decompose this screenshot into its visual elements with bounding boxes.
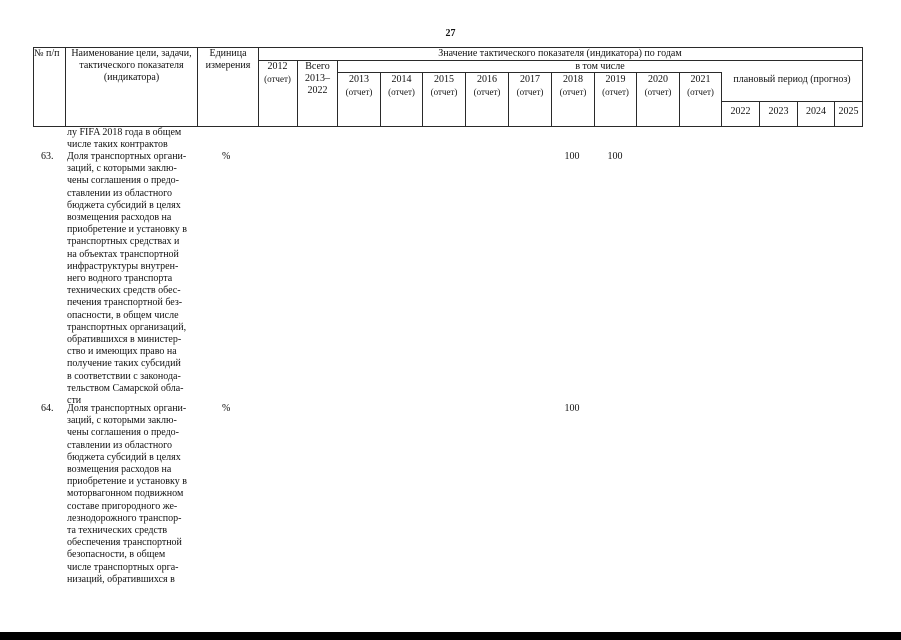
row-63-value-2018: 100 bbox=[564, 151, 580, 162]
year-2021: 2021 bbox=[690, 74, 711, 85]
year-2013-report: (отчет) bbox=[345, 87, 373, 97]
col-unit-header-line1: Единица bbox=[209, 48, 247, 59]
row-64-value-2018: 100 bbox=[564, 403, 580, 414]
year-2016: 2016 bbox=[477, 74, 497, 85]
year-2015: 2015 bbox=[434, 74, 454, 85]
year-2017: 2017 bbox=[520, 74, 540, 85]
year-2012-report: (отчет) bbox=[264, 74, 291, 84]
total-line2: 2013– bbox=[305, 73, 330, 84]
year-2020: 2020 bbox=[648, 74, 668, 85]
year-2013: 2013 bbox=[349, 74, 369, 85]
row-64-number: 64. bbox=[41, 403, 54, 414]
forecast-year-2023: 2023 bbox=[768, 106, 789, 117]
col-unit-header-line2: измерения bbox=[205, 60, 251, 71]
row-63-number: 63. bbox=[41, 151, 54, 162]
year-2019: 2019 bbox=[605, 74, 626, 85]
row-64-unit: % bbox=[222, 403, 231, 414]
forecast-year-2025: 2025 bbox=[838, 106, 859, 117]
col-num-header: № п/п bbox=[34, 48, 60, 59]
col-name-header-line1: Наименование цели, задачи, bbox=[71, 48, 192, 59]
row-continuation-text: лу FIFA 2018 года в общем числе таких контрактов bbox=[67, 127, 182, 151]
year-2016-report: (отчет) bbox=[473, 87, 501, 97]
total-line3: 2022 bbox=[307, 85, 328, 96]
year-2014: 2014 bbox=[391, 74, 412, 85]
year-2014-report: (отчет) bbox=[388, 87, 415, 97]
year-2017-report: (отчет) bbox=[516, 87, 544, 97]
page-number: 27 bbox=[445, 28, 456, 39]
forecast-title: плановый период (прогноз) bbox=[733, 74, 851, 85]
row-63-unit: % bbox=[222, 151, 231, 162]
row-63-value-2019: 100 bbox=[607, 151, 623, 162]
year-2015-report: (отчет) bbox=[430, 87, 458, 97]
forecast-year-2024: 2024 bbox=[806, 106, 826, 117]
year-2021-report: (отчет) bbox=[687, 87, 714, 97]
col-name-header-line3: (индикатора) bbox=[103, 72, 160, 83]
forecast-year-2022: 2022 bbox=[730, 106, 751, 117]
scan-bottom-edge bbox=[0, 632, 901, 640]
total-line1: Всего bbox=[305, 61, 330, 72]
year-2018: 2018 bbox=[563, 74, 583, 85]
year-2018-report: (отчет) bbox=[559, 87, 587, 97]
group-title: Значение тактического показателя (индикатора) по годам bbox=[438, 48, 682, 59]
incl-header: в том числе bbox=[575, 61, 625, 72]
row-64-text: Доля транспортных органи- заций, с которыми заклю- чены соглашения о предо- ставлении из областного бюджета субсидий в целях возмещения расходов на приобретение и установку в моторвагонном подвижном составе пригородного же- лезнодорожного транспор- та технических средств обеспечения транспортной безопасности, в общем числе транспортных орга- низаций, обратившихся в bbox=[67, 403, 187, 585]
year-2012: 2012 bbox=[267, 61, 288, 72]
year-2019-report: (отчет) bbox=[602, 87, 629, 97]
col-name-header-line2: тактического показателя bbox=[79, 60, 184, 71]
row-63-text: Доля транспортных органи- заций, с которыми заклю- чены соглашения о предо- ставлении из областного бюджета субсидий в целях возмещения расходов на приобретение и установку в транспортных средствах и на объектах транспортной инфраструктуры внутрен- него водного транспорта технических средств обес- печения транспортной без- опасности, в общем числе транспортных организаций, обратившихся в министер- ство и имеющих право на получение таких субсидий в соответствии с законода- тельством Самарской обла- сти bbox=[67, 151, 187, 407]
year-2020-report: (отчет) bbox=[644, 87, 672, 97]
